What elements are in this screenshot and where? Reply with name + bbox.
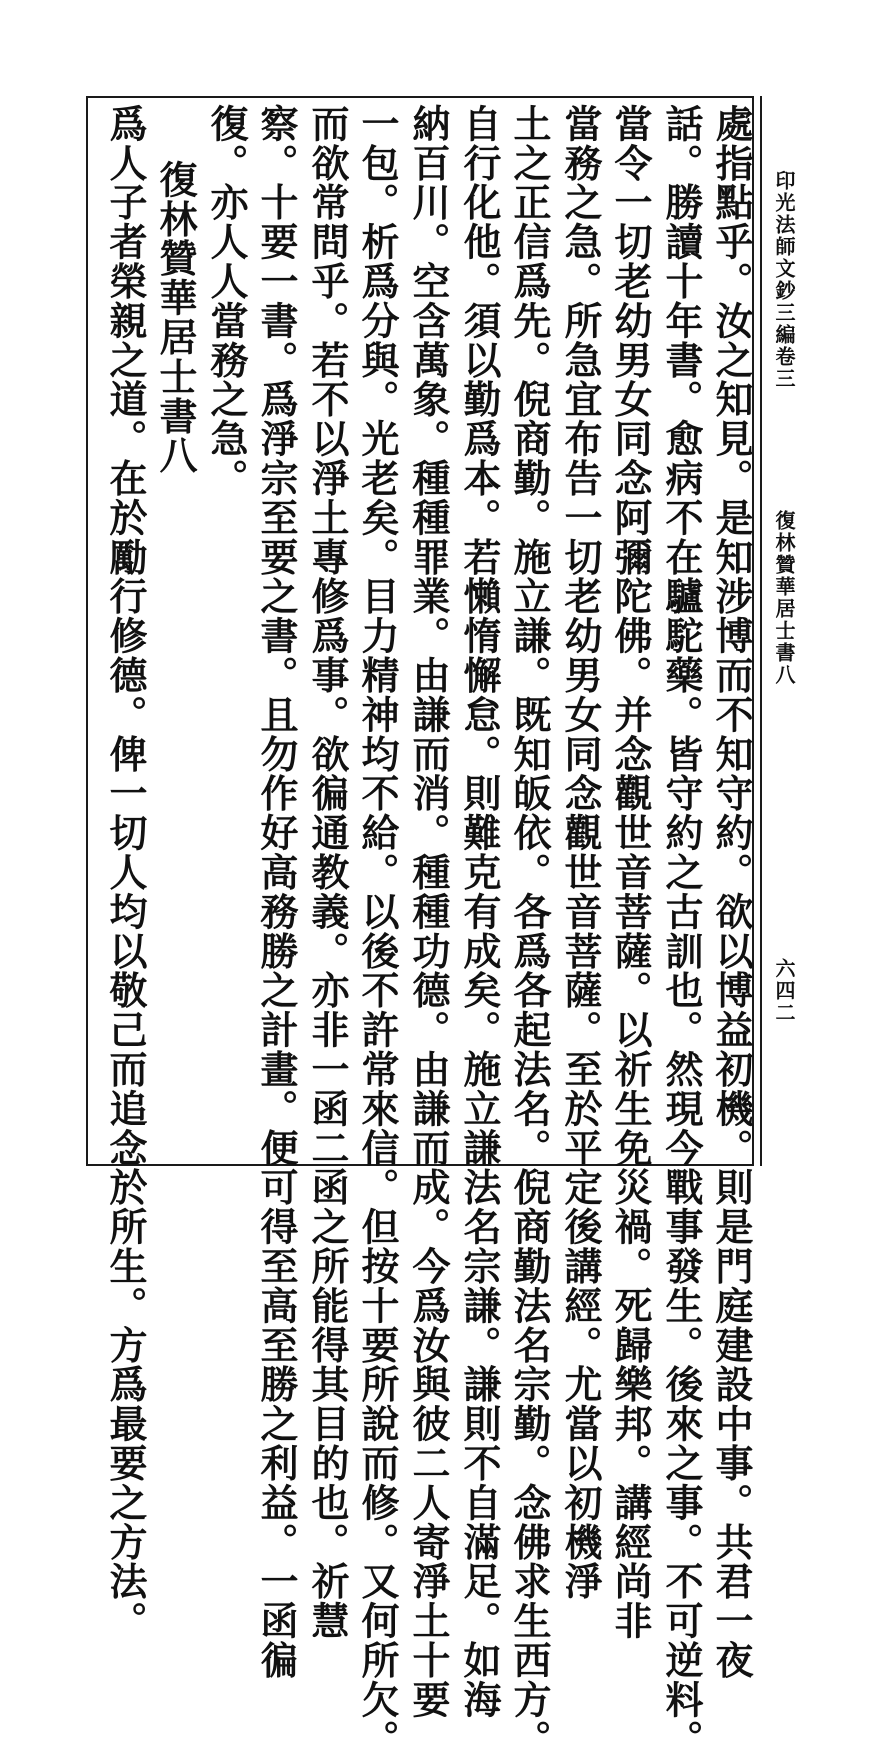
text-column: 自行化他。須以勤爲本。若懶惰懈怠。則難克有成矣。施立謙法名宗謙。謙則不自滿足。如海 — [457, 104, 502, 1720]
text-column: 察。十要一書。爲淨宗至要之書。且勿作好高務勝之計畫。便可得至高至勝之利益。一函徧 — [254, 104, 299, 1680]
margin-rule — [760, 96, 762, 1166]
page-number: 六四二 — [772, 958, 796, 1024]
letter-heading: 復林贊華居士書八 — [153, 160, 198, 476]
text-column: 納百川。空含萬象。種種罪業。由謙而消。種種功德。由謙而成。今爲汝與彼二人寄淨土十要 — [406, 104, 451, 1720]
running-header-chapter: 復林贊華居士書八 — [772, 510, 796, 686]
text-column: 爲人子者榮親之道。在於勵行修德。俾一切人均以敬己而追念於所生。方爲最要之方法。 — [103, 104, 148, 1641]
text-column: 當務之急。所急宜布告一切老幼男女同念觀世音菩薩。至於平定後講經。尤當以初機淨 — [558, 104, 603, 1602]
text-column: 復。亦人人當務之急。 — [204, 104, 249, 498]
text-column: 處指點乎。汝之知見。是知涉博而不知守約。欲以博益初機。則是門庭建設中事。共君一夜 — [709, 104, 754, 1680]
text-column: 土之正信爲先。倪商勤。施立謙。既知皈依。各爲各起法名。倪商勤法名宗勤。念佛求生西方。 — [507, 104, 552, 1759]
text-column: 一包。析爲分與。光老矣。目力精神均不給。以後不許常來信。但按十要所說而修。又何所欠。 — [355, 104, 400, 1759]
running-header-book-title: 印光法師文鈔三編卷三 — [772, 170, 796, 390]
text-column: 當令一切老幼男女同念阿彌陀佛。并念觀世音菩薩。以祈生免災禍。死歸樂邦。講經尚非 — [608, 104, 653, 1641]
text-column: 而欲常問乎。若不以淨土專修爲事。欲徧通教義。亦非一函二函之所能得其目的也。祈慧 — [305, 104, 350, 1641]
text-column: 話。勝讀十年書。愈病不在驢駝藥。皆守約之古訓也。然現今戰事發生。後來之事。不可逆料。 — [659, 104, 704, 1759]
